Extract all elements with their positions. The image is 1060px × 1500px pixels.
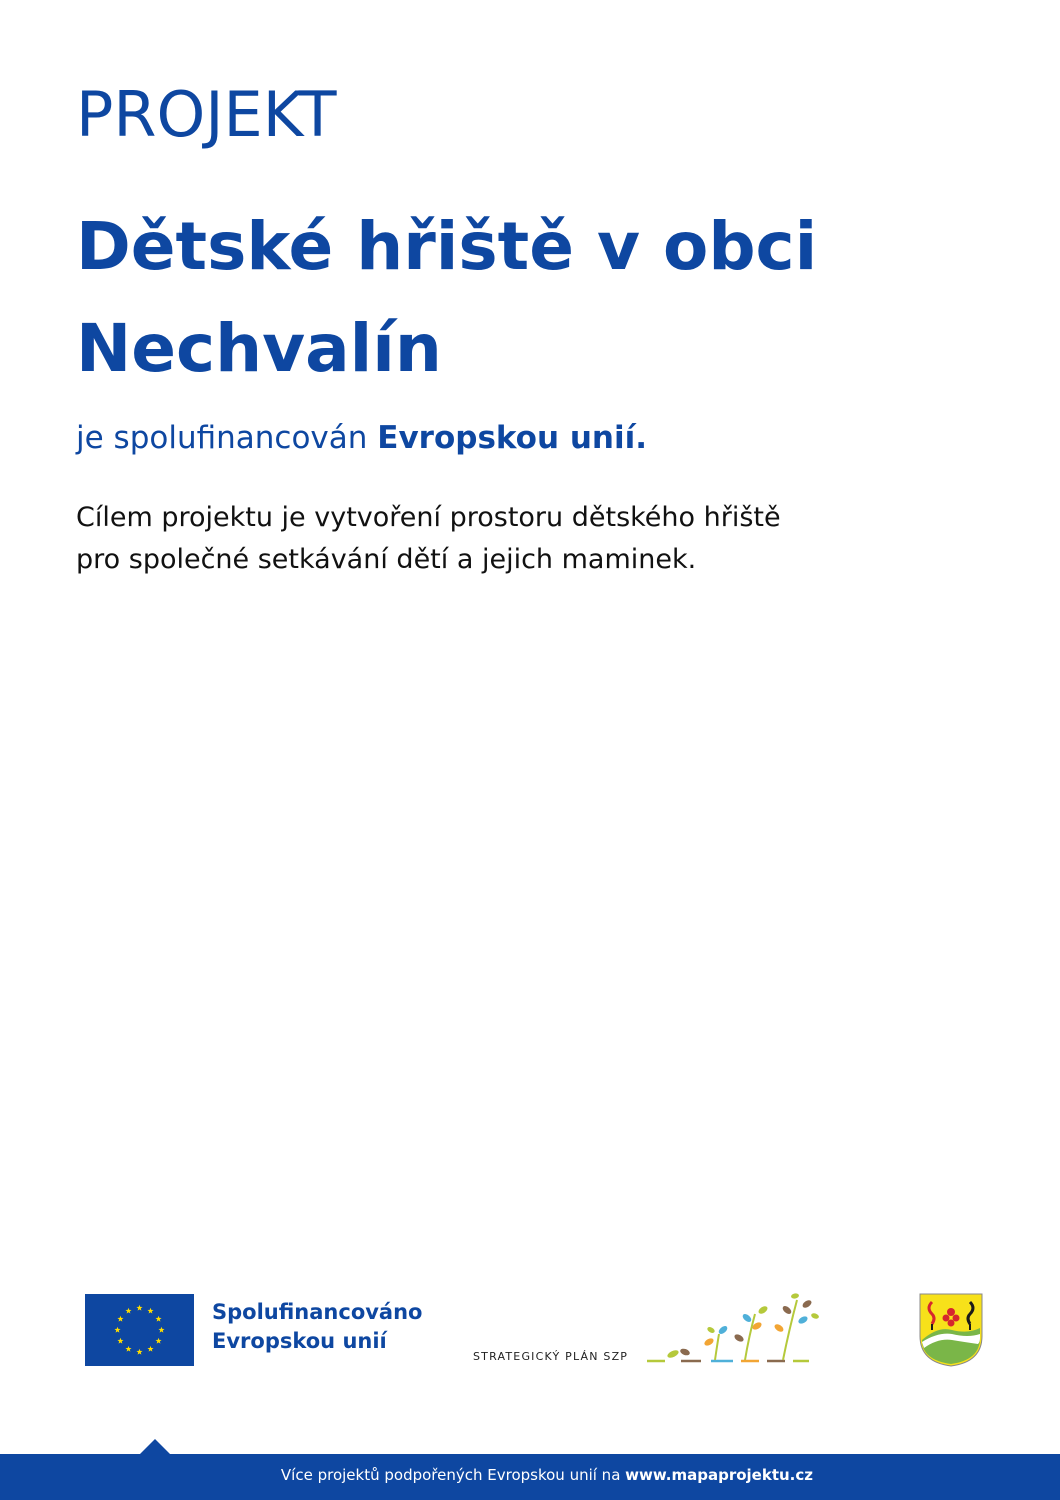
footer-link[interactable]: www.mapaprojektu.cz — [625, 1466, 813, 1484]
project-label: PROJEKT — [76, 78, 337, 151]
project-title-line-1: Dětské hřiště v obci — [76, 208, 818, 285]
eu-cofinanced-logo-text — [212, 1298, 422, 1356]
cofinancing-prefix: je spolufinancován — [76, 420, 368, 456]
eu-logo-line-1: Spolufinancováno — [212, 1300, 423, 1324]
eu-logo-line-2: Evropskou unií — [212, 1329, 387, 1353]
project-title-line-2: Nechvalín — [76, 310, 442, 387]
szp-logo-text: STRATEGICKÝ PLÁN SZP — [473, 1350, 629, 1363]
footer-text — [281, 1466, 813, 1484]
project-description — [76, 497, 896, 581]
footer-text-prefix: Více projektů podpořených Evropskou unií na — [280, 1466, 621, 1484]
project-title — [76, 196, 976, 400]
cofinancing-statement — [76, 420, 647, 457]
szp-plants-icon — [645, 1290, 825, 1366]
cofinancing-eu: Evropskou unií. — [377, 420, 648, 456]
description-line-1: Cílem projektu je vytvoření prostoru dětského hřiště — [76, 502, 781, 533]
municipal-crest-icon — [918, 1292, 984, 1368]
eu-flag-icon — [85, 1294, 194, 1366]
description-line-2: pro společné setkávání dětí a jejich maminek. — [76, 544, 697, 575]
